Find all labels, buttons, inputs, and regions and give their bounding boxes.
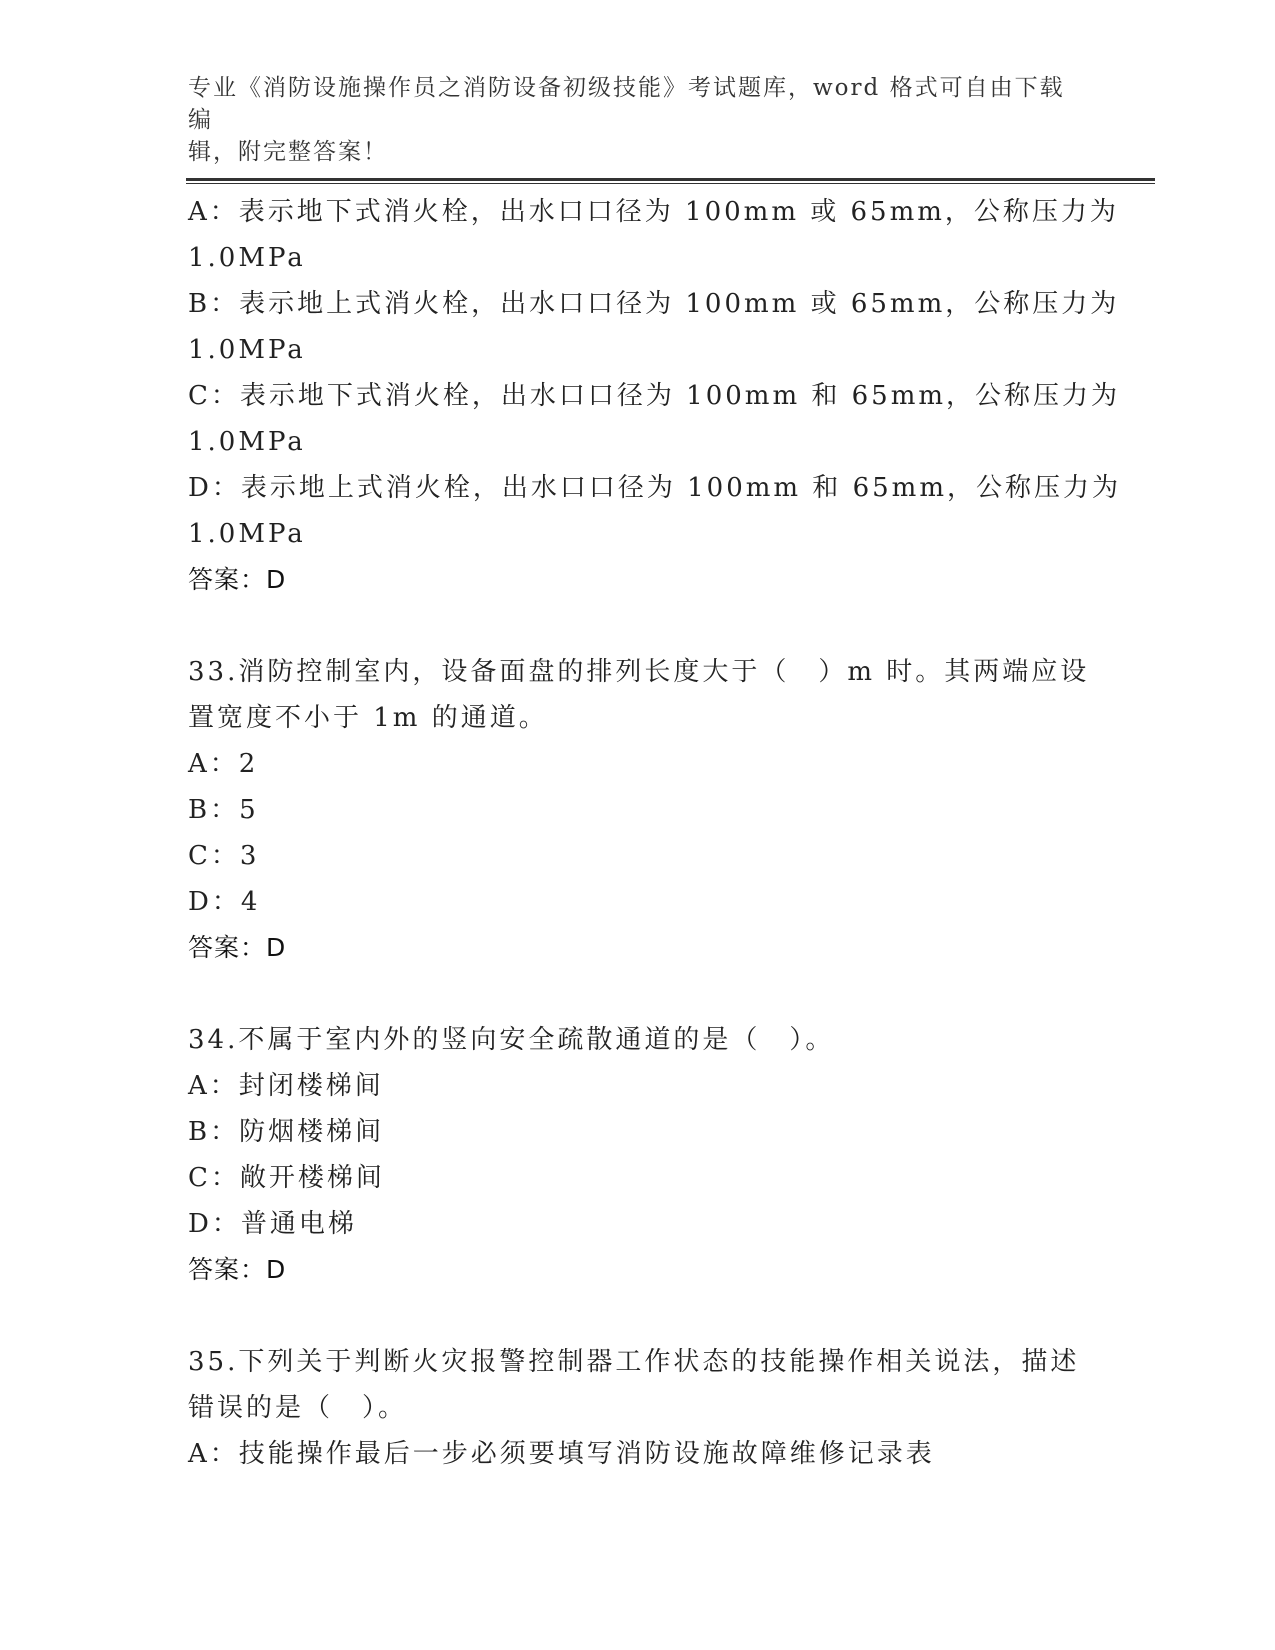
option-b-line-1: B：表示地上式消火栓，出水口口径为 100mm 或 65mm，公称压力为	[188, 289, 1120, 319]
header-rule-thick	[186, 178, 1155, 181]
option-b-line-2: 1.0MPa	[188, 335, 306, 365]
header-line-2: 辑，附完整答案！	[188, 139, 388, 165]
option-c-line-1: C：表示地下式消火栓，出水口口径为 100mm 和 65mm，公称压力为	[188, 381, 1121, 411]
option-c: C：3	[188, 841, 260, 871]
option-d-line-1: D：表示地上式消火栓，出水口口径为 100mm 和 65mm，公称压力为	[188, 473, 1121, 503]
spacer	[188, 1293, 1088, 1339]
question-35-text-line-1: 35.下列关于判断火灾报警控制器工作状态的技能操作相关说法，描述	[188, 1347, 1080, 1377]
question-32	[188, 189, 1121, 603]
question-34-text: 34.不属于室内外的竖向安全疏散通道的是（ ）。	[188, 1025, 835, 1055]
answer-33: 答案：D	[188, 933, 287, 962]
option-d: D：4	[188, 887, 261, 917]
question-34	[188, 1017, 1088, 1293]
option-c-line-2: 1.0MPa	[188, 427, 306, 457]
answer-32: 答案：D	[188, 565, 287, 594]
option-a-line-1: A：表示地下式消火栓，出水口口径为 100mm 或 65mm，公称压力为	[188, 197, 1119, 227]
page-header	[188, 72, 1068, 168]
option-d-line-2: 1.0MPa	[188, 519, 306, 549]
answer-34: 答案：D	[188, 1255, 287, 1284]
option-a: A：2	[188, 749, 259, 779]
question-35-text-line-2: 错误的是（ ）。	[188, 1393, 408, 1423]
spacer	[188, 971, 1088, 1017]
header-line-1: 专业《消防设施操作员之消防设备初级技能》考试题库，word 格式可自由下载编	[188, 75, 1065, 133]
option-a: A：封闭楼梯间	[188, 1071, 384, 1101]
option-d: D：普通电梯	[188, 1209, 357, 1239]
option-a: A：技能操作最后一步必须要填写消防设施故障维修记录表	[188, 1439, 935, 1469]
question-33-text-line-1: 33.消防控制室内，设备面盘的排列长度大于（ ）m 时。其两端应设	[188, 657, 1090, 687]
header-rule-thin	[186, 183, 1155, 184]
option-c: C：敞开楼梯间	[188, 1163, 385, 1193]
spacer	[188, 603, 1088, 649]
question-33	[188, 649, 1088, 971]
option-b: B：5	[188, 795, 259, 825]
question-33-text-line-2: 置宽度不小于 1m 的通道。	[188, 703, 548, 733]
question-35	[188, 1339, 1088, 1477]
option-b: B：防烟楼梯间	[188, 1117, 385, 1147]
question-list	[188, 189, 1121, 1477]
option-a-line-2: 1.0MPa	[188, 243, 306, 273]
